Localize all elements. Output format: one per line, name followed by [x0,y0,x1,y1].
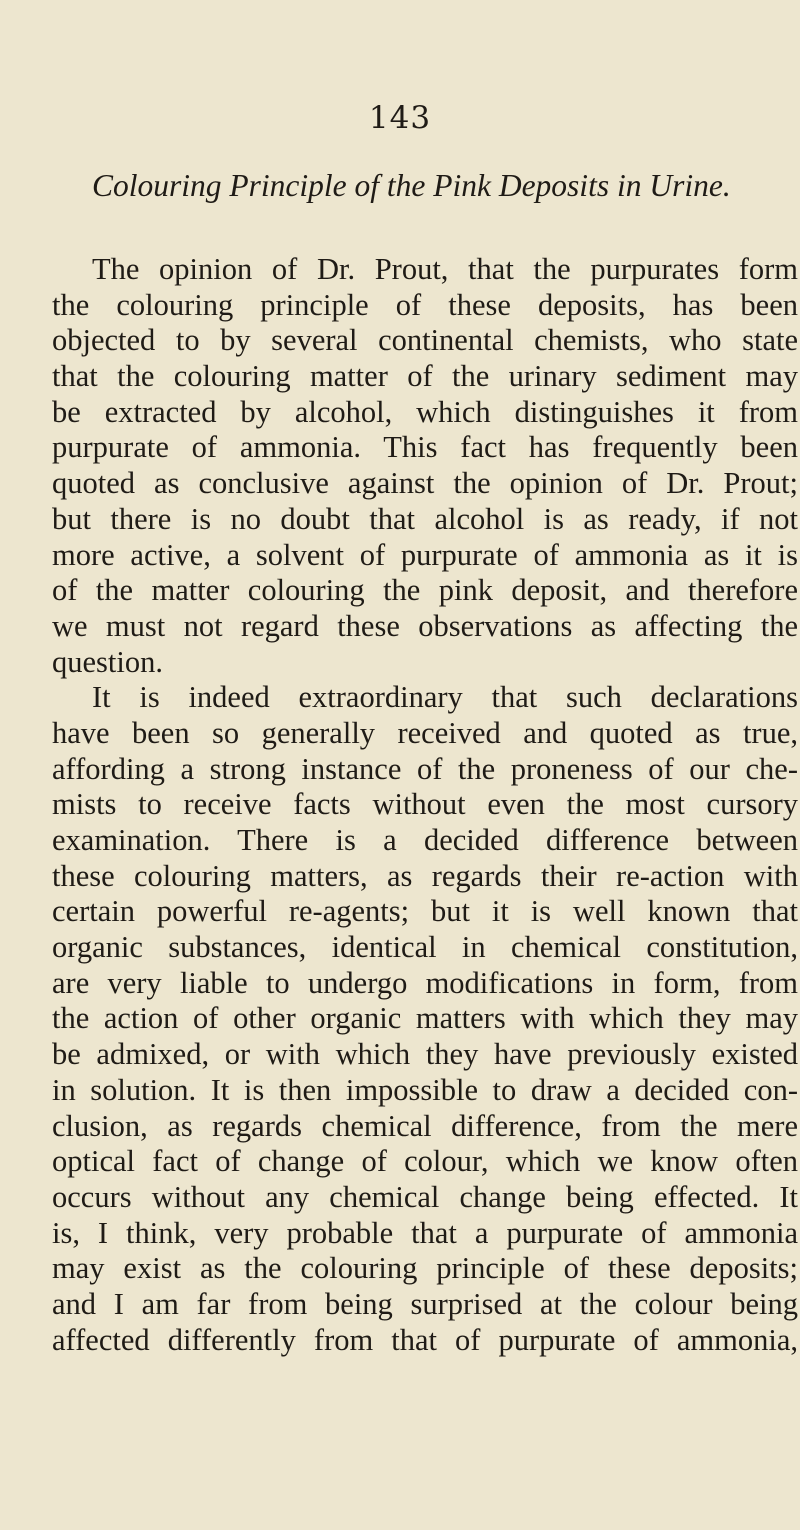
text-line: It is indeed extraordinary that such declarations [92,680,798,715]
body-text [52,252,798,1358]
text-line: certain powerful re-agents; but it is well known that [52,894,798,929]
text-line: purpurate of ammonia. This fact has frequently been [52,430,798,465]
text-line: more active, a solvent of purpurate of ammonia as it is [52,537,798,572]
text-line: occurs without any chemical change being effected. It [52,1179,798,1214]
text-line: have been so generally received and quoted as true, [52,715,798,750]
text-line: organic substances, identical in chemical constitution, [52,930,798,965]
text-line: is, I think, very probable that a purpurate of ammonia [52,1215,798,1250]
text-line: question. [52,644,163,679]
text-line: affected differently from that of purpurate of ammonia, [52,1322,798,1357]
text-line: affording a strong instance of the proneness of our che- [52,751,798,786]
text-line: in solution. It is then impossible to draw a decided con- [52,1072,798,1107]
text-line: quoted as conclusive against the opinion of Dr. Prout; [52,466,798,501]
section-heading: Colouring Principle of the Pink Deposits in Urine. [92,168,731,203]
text-line: the colouring principle of these deposits, has been [52,287,798,322]
text-line: of the matter colouring the pink deposit, and therefore [52,573,798,608]
text-line: may exist as the colouring principle of these deposits; [52,1251,798,1286]
text-line: be extracted by alcohol, which distinguishes it from [52,394,798,429]
text-line: objected to by several continental chemists, who state [52,323,798,358]
text-line: be admixed, or with which they have previously existed [52,1037,798,1072]
text-line: mists to receive facts without even the most cursory [52,787,798,822]
page-number: 143 [368,100,432,136]
text-line: that the colouring matter of the urinary sediment may [52,359,798,394]
text-line: and I am far from being surprised at the colour being [52,1286,798,1321]
text-line: we must not regard these observations as affecting the [52,608,798,643]
paragraph [52,252,798,680]
text-line: optical fact of change of colour, which we know often [52,1144,798,1179]
text-line: are very liable to undergo modifications in form, from [52,965,798,1000]
text-line: clusion, as regards chemical difference, from the mere [52,1108,798,1143]
paragraph [52,680,798,1358]
text-line: these colouring matters, as regards their re-action with [52,858,798,893]
text-line: The opinion of Dr. Prout, that the purpurates form [92,252,798,286]
text-line: but there is no doubt that alcohol is as ready, if not [52,501,798,536]
text-line: the action of other organic matters with which they may [52,1001,798,1036]
text-line: examination. There is a decided difference between [52,823,798,857]
